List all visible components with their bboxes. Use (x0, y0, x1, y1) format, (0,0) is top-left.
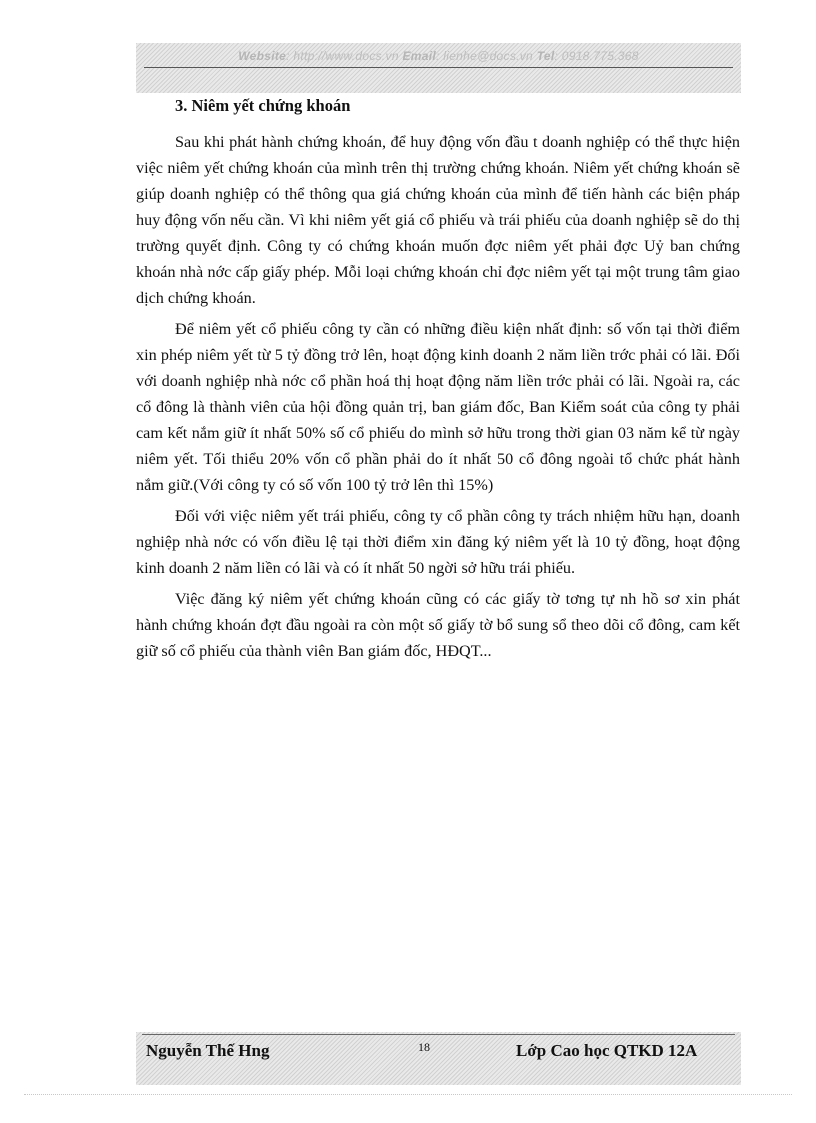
page-footer (136, 1032, 741, 1085)
page-header (136, 43, 741, 93)
email-label: Email (402, 49, 436, 63)
website-value: : http://www.docs.vn (286, 49, 399, 63)
paragraph: Sau khi phát hành chứng khoán, để huy động vốn đầu t doanh nghiệp có thể thực hiện việc niêm yết chứng khoán của mình trên thị trường chứng khoán. Niêm yết chứng khoán sẽ giúp doanh nghiệp có thể thông qua giá chứng khoán của mình để tiến hành các biện pháp huy động vốn nếu cần. Vì khi niêm yết giá cổ phiếu và trái phiếu của doanh nghiệp sẽ do thị trường quyết định. Công ty có chứng khoán muốn đợc niêm yết phải đợc Uỷ ban chứng khoán nhà nớc cấp giấy phép. Mỗi loại chứng khoán chỉ đợc niêm yết tại một trung tâm giao dịch chứng khoán. (136, 133, 740, 307)
header-contact (136, 49, 741, 63)
paragraph: Đối với việc niêm yết trái phiếu, công ty cổ phần công ty trách nhiệm hữu hạn, doanh nghiệp nhà nớc có vốn điều lệ tại thời điểm xin đăng ký niêm yết là 10 tỷ đồng, hoạt động kinh doanh 2 năm liền có lãi và có ít nhất 50 ngời sở hữu trái phiếu. (136, 507, 740, 577)
header-rule (144, 67, 733, 68)
document-body (136, 93, 740, 669)
section-heading: 3. Niêm yết chứng khoán (175, 96, 351, 115)
footer-author: Nguyễn Thế Hng (146, 1041, 270, 1060)
footer-class-name: Lớp Cao học QTKD 12A (516, 1041, 698, 1060)
footer-rule (142, 1034, 735, 1035)
email-value: : lienhe@docs.vn (436, 49, 534, 63)
page-number: 18 (418, 1040, 430, 1054)
website-label: Website (238, 49, 287, 63)
tel-label: Tel (536, 49, 555, 63)
paragraph: Việc đăng ký niêm yết chứng khoán cũng có các giấy tờ tơng tự nh hồ sơ xin phát hành chứng khoán đợt đầu ngoài ra còn một số giấy tờ bổ sung sổ theo dõi cổ đông, cam kết giữ số cổ phiếu của thành viên Ban giám đốc, HĐQT... (136, 590, 740, 660)
page-bottom-border (24, 1094, 792, 1095)
paragraph: Để niêm yết cổ phiếu công ty cần có những điều kiện nhất định: số vốn tại thời điểm xin phép niêm yết từ 5 tỷ đồng trở lên, hoạt động kinh doanh 2 năm liền trớc phải có lãi. Đối với doanh nghiệp nhà nớc cổ phần hoá thị hoạt động năm liền trớc phải có lãi. Ngoài ra, các cổ đông là thành viên của hội đồng quản trị, ban giám đốc, Ban Kiểm soát của công ty phải cam kết nắm giữ ít nhất 50% số cổ phiếu do mình sở hữu trong thời gian 03 năm kể từ ngày niêm yết. Tối thiểu 20% vốn cổ phần phải do ít nhất 50 cổ đông ngoài tổ chức phát hành nắm giữ.(Với công ty có số vốn 100 tỷ trở lên thì 15%) (136, 320, 740, 494)
tel-value: : 0918.775.368 (554, 49, 639, 63)
